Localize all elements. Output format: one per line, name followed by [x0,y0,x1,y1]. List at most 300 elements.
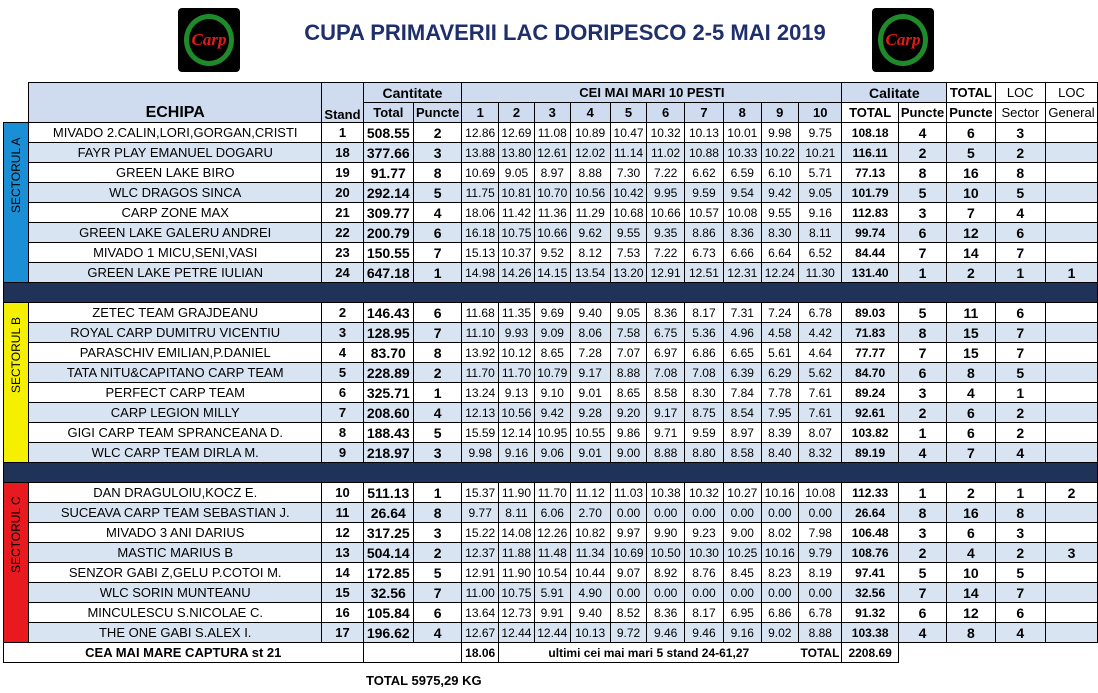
quality-total: 32.56 [842,583,898,603]
fish-weight: 10.56 [570,183,610,203]
total-qty: 26.64 [363,503,413,523]
fish-weight: 6.78 [799,603,842,623]
fish-weight: 10.22 [761,143,799,163]
fish-weight: 8.30 [761,223,799,243]
team-name: PERFECT CARP TEAM [29,383,322,403]
fish-weight: 10.38 [647,483,685,503]
fish-weight: 18.06 [462,203,499,223]
fish-weight: 10.89 [570,123,610,143]
fish-weight: 10.75 [499,583,535,603]
separator-cell [4,283,1098,303]
fish-weight: 15.13 [462,243,499,263]
quality-total: 112.83 [842,203,898,223]
fish-weight: 9.17 [570,363,610,383]
fish-weight: 7.07 [610,343,647,363]
total-puncte: 16 [947,503,995,523]
team-name: MIVADO 1 MICU,SENI,VASI [29,243,322,263]
fish-weight: 9.75 [799,123,842,143]
fish-weight: 7.08 [684,363,723,383]
loc-general [1046,183,1098,203]
fish-weight: 10.79 [534,363,570,383]
fish-weight: 9.62 [570,223,610,243]
puncte-qty: 7 [414,323,462,343]
fish-weight: 9.06 [534,443,570,463]
total-qty: 91.77 [363,163,413,183]
fish-weight: 8.86 [684,223,723,243]
fish-weight: 9.77 [462,503,499,523]
fish-weight: 9.28 [570,403,610,423]
fish-weight: 10.08 [799,483,842,503]
total-qty: 188.43 [363,423,413,443]
puncte-qty: 1 [414,483,462,503]
quality-puncte: 2 [898,143,946,163]
loc-general [1046,383,1098,403]
header-total: Total [363,103,413,123]
fish-weight: 10.69 [610,543,647,563]
fish-weight: 12.44 [534,623,570,643]
fish-weight: 10.44 [570,563,610,583]
stand: 2 [322,303,363,323]
quality-total: 108.18 [842,123,898,143]
fish-weight: 7.95 [761,403,799,423]
separator-cell [4,463,1098,483]
table-row [4,603,1098,623]
fish-weight: 10.27 [724,483,762,503]
header-loc-sector-bottom: Sector [995,103,1045,123]
fish-weight: 6.97 [647,343,685,363]
team-name: PARASCHIV EMILIAN,P.DANIEL [29,343,322,363]
fish-weight: 10.47 [610,123,647,143]
fish-weight: 8.65 [610,383,647,403]
quality-puncte: 1 [898,263,946,283]
team-name: SUCEAVA CARP TEAM SEBASTIAN J. [29,503,322,523]
header-fish-9: 9 [761,103,799,123]
fish-weight: 0.00 [724,583,762,603]
fish-weight: 6.73 [684,243,723,263]
quality-puncte: 4 [898,623,946,643]
fish-weight: 12.24 [761,263,799,283]
puncte-qty: 8 [414,163,462,183]
fish-weight: 12.91 [647,263,685,283]
team-name: SENZOR GABI Z,GELU P.COTOI M. [29,563,322,583]
fish-weight: 10.33 [724,143,762,163]
fish-weight: 12.02 [570,143,610,163]
puncte-qty: 8 [414,503,462,523]
team-name: TATA NITU&CAPITANO CARP TEAM [29,363,322,383]
fish-weight: 8.36 [724,223,762,243]
fish-weight: 8.58 [647,383,685,403]
sector-separator [4,283,1098,303]
loc-general [1046,163,1098,183]
fish-weight: 13.64 [462,603,499,623]
fish-weight: 9.07 [610,563,647,583]
quality-total: 77.77 [842,343,898,363]
logo-right [872,8,934,72]
stand: 24 [322,263,363,283]
fish-weight: 9.55 [761,203,799,223]
team-name: FAYR PLAY EMANUEL DOGARU [29,143,322,163]
fish-weight: 10.50 [647,543,685,563]
header-fish-2: 2 [499,103,535,123]
quality-total: 89.03 [842,303,898,323]
loc-general: 3 [1046,543,1098,563]
fish-weight: 10.69 [462,163,499,183]
fish-weight: 9.46 [684,623,723,643]
stand: 1 [322,123,363,143]
fish-weight: 12.61 [534,143,570,163]
fish-weight: 9.93 [499,323,535,343]
fish-weight: 7.98 [799,523,842,543]
header-loc-sector-top: LOC [995,83,1045,103]
fish-weight: 9.02 [761,623,799,643]
loc-sector: 5 [995,363,1045,383]
fish-weight: 13.54 [570,263,610,283]
logo-text: Carp [885,30,921,49]
team-name: ROYAL CARP DUMITRU VICENTIU [29,323,322,343]
quality-puncte: 3 [898,383,946,403]
header [0,0,1098,80]
team-name: WLC CARP TEAM DIRLA M. [29,443,322,463]
fish-weight: 0.00 [610,503,647,523]
stand: 6 [322,383,363,403]
loc-sector: 6 [995,303,1045,323]
fish-weight: 8.45 [724,563,762,583]
stand: 15 [322,583,363,603]
stand: 3 [322,323,363,343]
fish-weight: 11.03 [610,483,647,503]
sector-label-text: SECTORUL A [9,137,23,213]
fish-weight: 6.52 [799,243,842,263]
header-puncte: Puncte [414,103,462,123]
fish-weight: 9.59 [684,423,723,443]
fish-weight: 7.84 [724,383,762,403]
fish-weight: 12.31 [724,263,762,283]
fish-weight: 9.17 [647,403,685,423]
fish-weight: 9.54 [724,183,762,203]
table-row [4,563,1098,583]
fish-weight: 7.53 [610,243,647,263]
quality-total: 71.83 [842,323,898,343]
fish-weight: 11.88 [499,543,535,563]
loc-sector: 1 [995,483,1045,503]
footer-total-value: 2208.69 [842,643,898,663]
fish-weight: 9.00 [724,523,762,543]
quality-puncte: 3 [898,203,946,223]
loc-sector: 1 [995,383,1045,403]
total-qty: 32.56 [363,583,413,603]
loc-sector: 8 [995,163,1045,183]
quality-puncte: 5 [898,303,946,323]
puncte-qty: 6 [414,603,462,623]
quality-puncte: 2 [898,403,946,423]
loc-sector: 4 [995,203,1045,223]
team-name: ZETEC TEAM GRAJDEANU [29,303,322,323]
fish-weight: 12.69 [499,123,535,143]
quality-total: 103.38 [842,623,898,643]
fish-weight: 6.86 [684,343,723,363]
stand: 13 [322,543,363,563]
total-qty: 105.84 [363,603,413,623]
total-qty: 292.14 [363,183,413,203]
total-qty: 317.25 [363,523,413,543]
total-puncte: 10 [947,563,995,583]
fish-weight: 12.26 [534,523,570,543]
fish-weight: 11.02 [647,143,685,163]
fish-weight: 9.86 [610,423,647,443]
quality-puncte: 1 [898,423,946,443]
fish-weight: 10.55 [570,423,610,443]
total-puncte: 12 [947,223,995,243]
total-puncte: 6 [947,523,995,543]
fish-weight: 6.29 [761,363,799,383]
fish-weight: 11.08 [534,123,570,143]
fish-weight: 10.68 [610,203,647,223]
loc-sector: 4 [995,623,1045,643]
fish-weight: 8.19 [799,563,842,583]
fish-weight: 10.95 [534,423,570,443]
loc-general [1046,523,1098,543]
fish-weight: 11.30 [799,263,842,283]
puncte-qty: 3 [414,523,462,543]
footer-empty [363,643,462,663]
fish-weight: 9.16 [724,623,762,643]
fish-weight: 9.69 [534,303,570,323]
table-row [4,343,1098,363]
fish-weight: 10.42 [610,183,647,203]
fish-weight: 14.26 [499,263,535,283]
table-row [4,183,1098,203]
fish-weight: 9.98 [462,443,499,463]
fish-weight: 9.05 [610,303,647,323]
fish-weight: 9.09 [534,323,570,343]
stand: 19 [322,163,363,183]
table-row [4,623,1098,643]
fish-weight: 0.00 [684,583,723,603]
fish-weight: 8.36 [647,303,685,323]
quality-total: 106.48 [842,523,898,543]
fish-weight: 9.40 [570,303,610,323]
fish-weight: 10.12 [499,343,535,363]
puncte-qty: 4 [414,623,462,643]
total-qty: 218.97 [363,443,413,463]
fish-weight: 8.52 [610,603,647,623]
total-puncte: 7 [947,203,995,223]
header-fish-3: 3 [534,103,570,123]
fish-weight: 9.71 [647,423,685,443]
fish-weight: 7.28 [570,343,610,363]
stand: 4 [322,343,363,363]
fish-weight: 12.73 [499,603,535,623]
fish-weight: 12.14 [499,423,535,443]
header-stand: Stand [322,83,363,123]
quality-total: 84.44 [842,243,898,263]
fish-weight: 11.75 [462,183,499,203]
team-name: GREEN LAKE GALERU ANDREI [29,223,322,243]
table-row [4,203,1098,223]
fish-weight: 9.01 [570,443,610,463]
fish-weight: 8.65 [534,343,570,363]
fish-weight: 8.17 [684,303,723,323]
fish-weight: 10.13 [684,123,723,143]
total-qty: 504.14 [363,543,413,563]
team-name: MIVADO 2.CALIN,LORI,GORGAN,CRISTI [29,123,322,143]
loc-general [1046,503,1098,523]
loc-sector: 5 [995,183,1045,203]
fish-weight: 11.12 [570,483,610,503]
quality-puncte: 1 [898,483,946,503]
fish-weight: 9.46 [647,623,685,643]
table-row [4,163,1098,183]
total-puncte: 2 [947,483,995,503]
quality-puncte: 8 [898,503,946,523]
fish-weight: 6.86 [761,603,799,623]
fish-weight: 9.79 [799,543,842,563]
table-row [4,423,1098,443]
header-cantitate: Cantitate [363,83,462,103]
table-row [4,403,1098,423]
fish-weight: 9.42 [534,403,570,423]
puncte-qty: 2 [414,543,462,563]
fish-weight: 8.88 [570,163,610,183]
fish-weight: 8.88 [799,623,842,643]
fish-weight: 15.59 [462,423,499,443]
fish-weight: 4.58 [761,323,799,343]
page-title: CUPA PRIMAVERII LAC DORIPESCO 2-5 MAI 2019 [304,20,826,45]
fish-weight: 12.91 [462,563,499,583]
puncte-qty: 1 [414,383,462,403]
total-qty: 508.55 [363,123,413,143]
fish-weight: 2.70 [570,503,610,523]
fish-weight: 0.00 [761,503,799,523]
puncte-qty: 6 [414,303,462,323]
total-puncte: 8 [947,623,995,643]
loc-general [1046,603,1098,623]
loc-general [1046,423,1098,443]
team-name: GIGI CARP TEAM SPRANCEANA D. [29,423,322,443]
fish-weight: 6.78 [799,303,842,323]
total-puncte: 2 [947,263,995,283]
table-row [4,323,1098,343]
puncte-qty: 5 [414,423,462,443]
loc-sector: 5 [995,563,1045,583]
fish-weight: 6.65 [724,343,762,363]
total-puncte: 5 [947,143,995,163]
fish-weight: 10.54 [534,563,570,583]
quality-puncte: 6 [898,223,946,243]
results-table [3,82,1098,663]
quality-total: 26.64 [842,503,898,523]
fish-weight: 10.32 [684,483,723,503]
total-qty: 128.95 [363,323,413,343]
fish-weight: 10.57 [684,203,723,223]
fish-weight: 11.48 [534,543,570,563]
total-puncte: 12 [947,603,995,623]
fish-weight: 8.80 [684,443,723,463]
quality-puncte: 6 [898,363,946,383]
fish-weight: 8.40 [761,443,799,463]
fish-weight: 10.75 [499,223,535,243]
loc-general [1046,443,1098,463]
fish-weight: 10.16 [761,483,799,503]
loc-sector: 7 [995,583,1045,603]
total-puncte: 11 [947,303,995,323]
total-puncte: 6 [947,403,995,423]
loc-general [1046,303,1098,323]
fish-weight: 11.70 [462,363,499,383]
quality-puncte: 7 [898,243,946,263]
quality-puncte: 2 [898,543,946,563]
fish-weight: 11.35 [499,303,535,323]
loc-sector: 3 [995,523,1045,543]
captura-label: CEA MAI MARE CAPTURA st 21 [4,643,364,663]
fish-weight: 10.30 [684,543,723,563]
header-fish-8: 8 [724,103,762,123]
ultimi-label: ultimi cei mai mari 5 stand 24-61,27 [499,643,799,663]
total-puncte: 6 [947,123,995,143]
total-qty: 200.79 [363,223,413,243]
fish-weight: 4.96 [724,323,762,343]
total-qty: 146.43 [363,303,413,323]
table-row [4,143,1098,163]
total-puncte: 16 [947,163,995,183]
header-puncte-cal: Puncte [898,103,946,123]
stand: 14 [322,563,363,583]
loc-sector: 7 [995,243,1045,263]
fish-weight: 13.80 [499,143,535,163]
fish-weight: 10.21 [799,143,842,163]
fish-weight: 12.44 [499,623,535,643]
fish-weight: 6.10 [761,163,799,183]
fish-weight: 13.24 [462,383,499,403]
fish-weight: 14.98 [462,263,499,283]
fish-weight: 9.95 [647,183,685,203]
loc-sector: 6 [995,603,1045,623]
fish-weight: 9.55 [610,223,647,243]
captura-value: 18.06 [462,643,499,663]
fish-weight: 7.61 [799,403,842,423]
table-row [4,123,1098,143]
loc-sector: 4 [995,443,1045,463]
sector-label-text: SECTORUL C [9,495,23,573]
fish-weight: 8.92 [647,563,685,583]
total-puncte: 6 [947,423,995,443]
sector-label [4,123,29,283]
logo-text: Carp [191,30,227,49]
fish-weight: 11.00 [462,583,499,603]
fish-weight: 9.59 [684,183,723,203]
header-fish-10: 10 [799,103,842,123]
fish-weight: 10.88 [684,143,723,163]
fish-weight: 12.51 [684,263,723,283]
sector-label [4,303,29,463]
quality-total: 77.13 [842,163,898,183]
loc-general [1046,583,1098,603]
stand: 7 [322,403,363,423]
fish-weight: 7.22 [647,243,685,263]
total-puncte: 14 [947,243,995,263]
fish-weight: 10.08 [724,203,762,223]
puncte-qty: 1 [414,263,462,283]
stand: 21 [322,203,363,223]
fish-weight: 11.70 [534,483,570,503]
fish-weight: 10.66 [534,223,570,243]
quality-total: 89.24 [842,383,898,403]
header-total-puncte-bottom: Puncte [947,103,995,123]
total-qty: 309.77 [363,203,413,223]
fish-weight: 0.00 [647,503,685,523]
total-qty: 325.71 [363,383,413,403]
fish-weight: 14.08 [499,523,535,543]
